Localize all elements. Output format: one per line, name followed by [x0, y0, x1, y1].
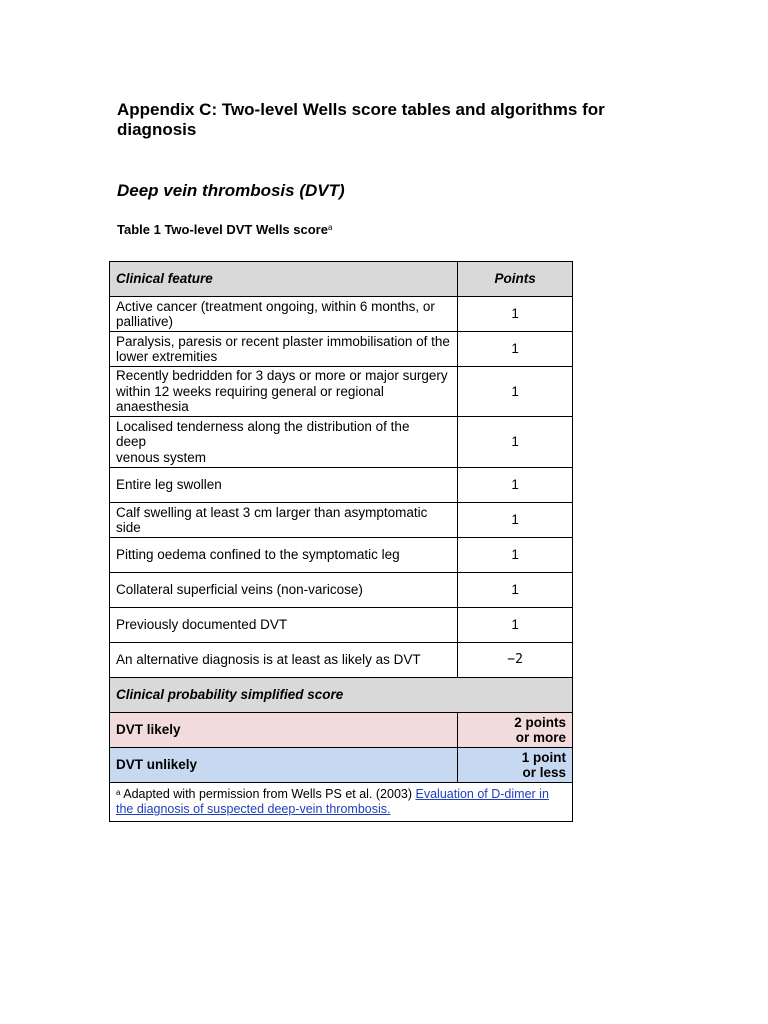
- feature-cell: An alternative diagnosis is at least as likely as DVT: [110, 643, 458, 678]
- feature-cell: Previously documented DVT: [110, 608, 458, 643]
- footnote-marker: a: [116, 788, 121, 797]
- footnote-cell: [110, 783, 573, 822]
- table-caption-footnote-marker: a: [327, 223, 333, 232]
- appendix-title: Appendix C: Two-level Wells score tables and algorithms for diagnosis: [117, 100, 605, 139]
- feature-cell: Pitting oedema confined to the symptomatic leg: [110, 538, 458, 573]
- points-cell: 1: [458, 332, 573, 367]
- table-row: [110, 297, 573, 332]
- dvt-likely-points: [458, 713, 573, 748]
- dvt-unlikely-row: [110, 748, 573, 783]
- dvt-unlikely-points: [458, 748, 573, 783]
- footnote-row: [110, 783, 573, 822]
- dvt-likely-points-line1: 2 points: [514, 714, 566, 730]
- points-cell: 1: [458, 608, 573, 643]
- table-row: [110, 468, 573, 503]
- table-caption-text: Table 1 Two-level DVT Wells score: [117, 222, 328, 237]
- dvt-likely-label: DVT likely: [110, 713, 458, 748]
- table-row: [110, 643, 573, 678]
- points-cell: 1: [458, 297, 573, 332]
- table-row: [110, 573, 573, 608]
- header-points: Points: [458, 262, 573, 297]
- dvt-unlikely-points-line2: or less: [522, 765, 566, 780]
- points-cell: 1: [458, 417, 573, 468]
- dvt-unlikely-points-line1: 1 point: [521, 749, 566, 765]
- points-cell: −2: [458, 643, 573, 678]
- feature-cell: [110, 417, 458, 468]
- feature-cell: Collateral superficial veins (non-varicose): [110, 573, 458, 608]
- feature-line: deep: [116, 434, 147, 450]
- points-cell: 1: [458, 468, 573, 503]
- dvt-likely-points-line2: or more: [515, 730, 566, 745]
- table-caption: [117, 222, 332, 238]
- dvt-unlikely-label: DVT unlikely: [110, 748, 458, 783]
- probability-header-row: [110, 678, 573, 713]
- table-header-row: [110, 262, 573, 297]
- probability-title: Clinical probability simplified score: [110, 678, 573, 713]
- feature-line: venous system: [116, 449, 207, 465]
- feature-cell: Active cancer (treatment ongoing, within 6 months, or palliative): [110, 297, 458, 332]
- points-cell: 1: [458, 573, 573, 608]
- header-clinical-feature: Clinical feature: [110, 262, 458, 297]
- feature-cell: Paralysis, paresis or recent plaster immobilisation of the lower extremities: [110, 332, 458, 367]
- table-row: [110, 417, 573, 468]
- footnote-reference-link[interactable]: Evaluation of D-dimer in the diagnosis of suspected deep-vein thrombosis.: [116, 787, 549, 816]
- footnote-text: Adapted with permission from Wells PS et al. (2003): [120, 787, 416, 801]
- feature-cell: Entire leg swollen: [110, 468, 458, 503]
- wells-score-table: [109, 261, 573, 822]
- feature-cell: Recently bedridden for 3 days or more or major surgery within 12 weeks requiring general or regional anaesthesia: [110, 367, 458, 417]
- dvt-likely-row: [110, 713, 573, 748]
- feature-cell: Calf swelling at least 3 cm larger than asymptomatic side: [110, 503, 458, 538]
- points-cell: 1: [458, 367, 573, 417]
- table-row: [110, 332, 573, 367]
- table-row: [110, 608, 573, 643]
- feature-line: Localised tenderness along the distribution of the: [116, 418, 410, 434]
- points-cell: 1: [458, 538, 573, 573]
- table-row: [110, 538, 573, 573]
- points-cell: 1: [458, 503, 573, 538]
- table-row: [110, 367, 573, 417]
- table-row: [110, 503, 573, 538]
- section-title: Deep vein thrombosis (DVT): [117, 181, 345, 200]
